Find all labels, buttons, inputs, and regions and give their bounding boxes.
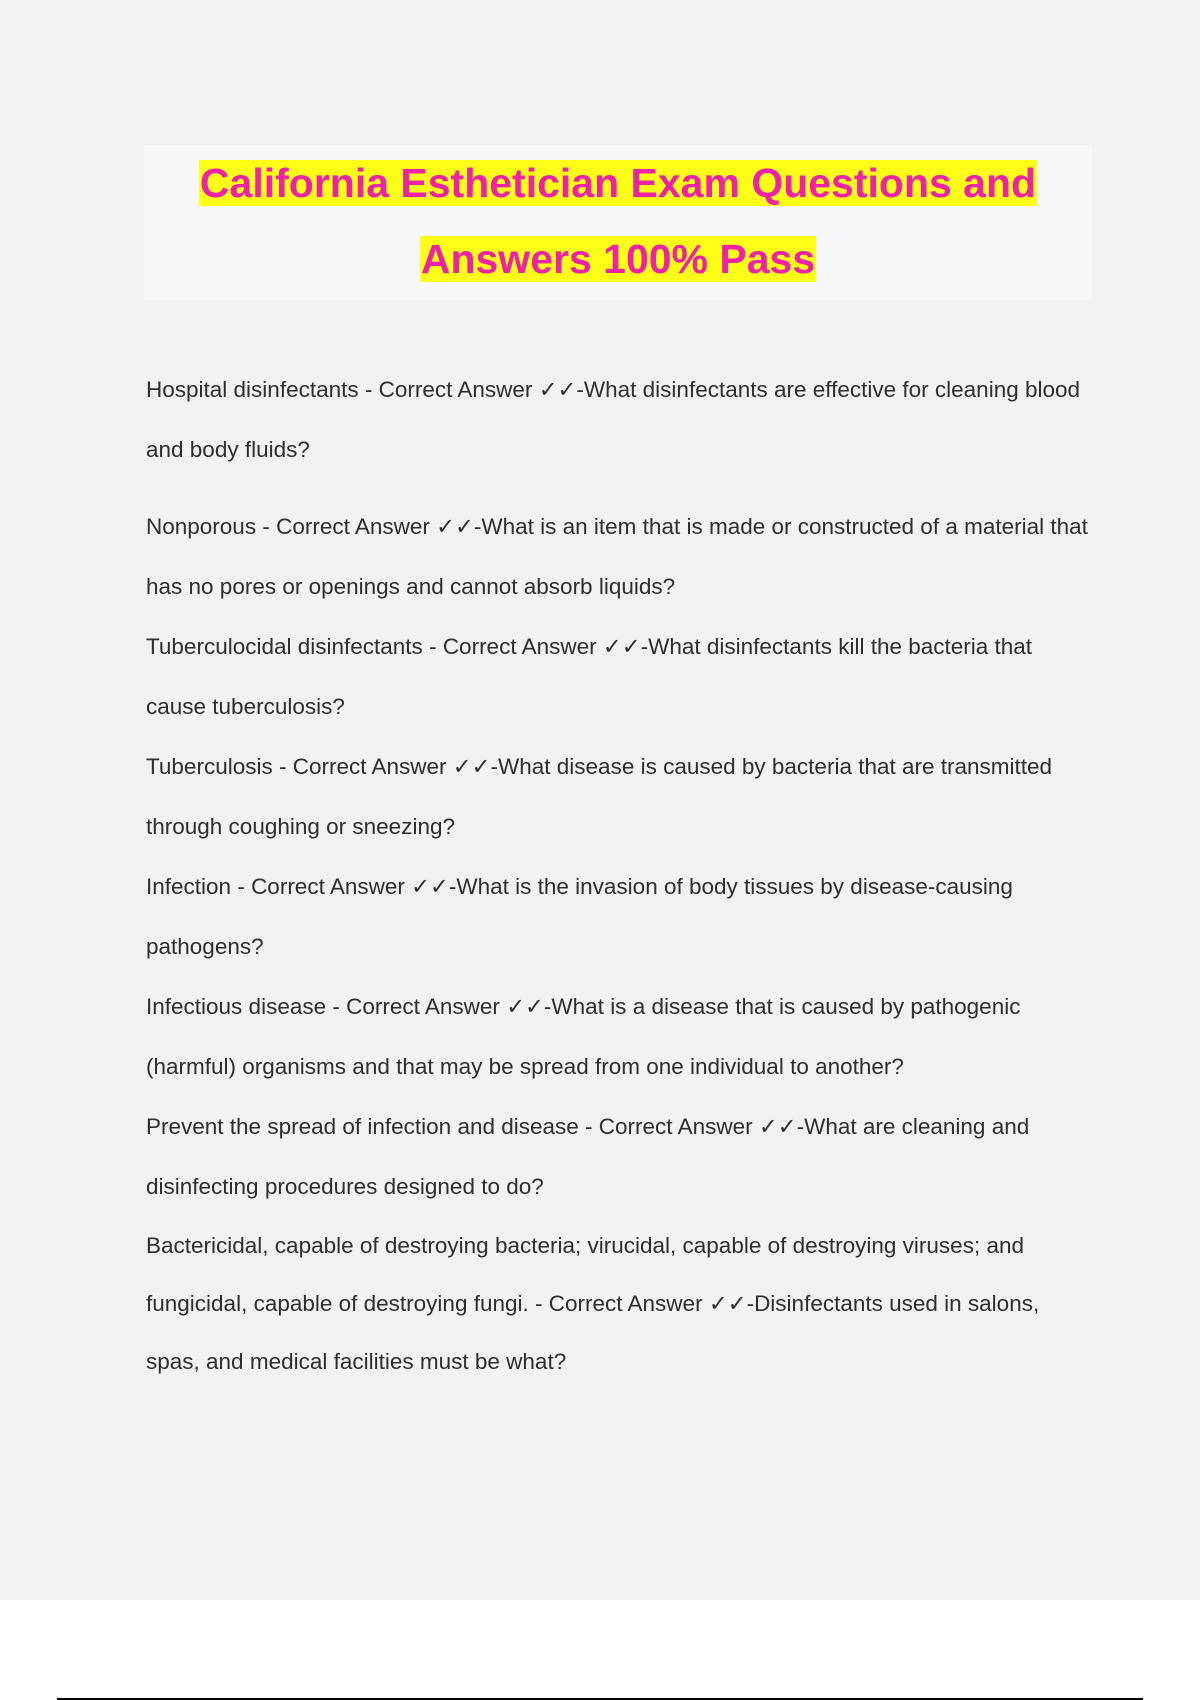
check-icon: ✓✓ [506, 994, 544, 1019]
answer-label: Correct Answer [378, 377, 533, 402]
qa-item: Hospital disinfectants - Correct Answer ✓✓-What disinfectants are effective for cleaning blood and body fluids? [146, 377, 1081, 462]
title-line-1 [144, 145, 1092, 221]
qa-item: Nonporous - Correct Answer ✓✓-What is an item that is made or constructed of a material that has no pores or openings and cannot absorb liquids? [146, 514, 1088, 599]
qa-question: What is a disease that is caused by pathogenic (harmful) organisms and that may be spread from one individual to another? [146, 994, 1021, 1079]
qa-question: What is the invasion of body tissues by disease-causing pathogens? [146, 874, 1013, 959]
qa-term: Prevent the spread of infection and disease [146, 1114, 579, 1139]
qa-item: Infectious disease - Correct Answer ✓✓-What is a disease that is caused by pathogenic (harmful) organisms and that may be spread from one individual to another? [146, 994, 1021, 1079]
qa-item: Bactericidal, capable of destroying bacteria; virucidal, capable of destroying viruses; and fungicidal, capable of destroying fungi. - Correct Answer ✓✓-Disinfectants used in salons, spas, and medical facilities must be what? [146, 1233, 1040, 1374]
title-block [144, 145, 1092, 300]
check-icon: ✓✓ [538, 377, 577, 402]
qa-term: Tuberculosis [146, 754, 273, 779]
qa-question: Disinfectants used in salons, spas, and medical facilities must be what? [146, 1291, 1040, 1374]
answer-label: Correct Answer [442, 634, 597, 659]
title-line-2 [144, 221, 1092, 297]
answer-label: Correct Answer [598, 1114, 753, 1139]
check-icon: ✓✓ [708, 1291, 747, 1316]
qa-item: Prevent the spread of infection and disease - Correct Answer ✓✓-What are cleaning and disinfecting procedures designed to do? [146, 1114, 1030, 1199]
qa-question: What is an item that is made or constructed of a material that has no pores or openings and cannot absorb liquids? [146, 514, 1088, 599]
answer-label: Correct Answer [251, 874, 405, 899]
qa-question: What disinfectants kill the bacteria that cause tuberculosis? [146, 634, 1033, 719]
check-icon: ✓✓ [758, 1114, 797, 1139]
answer-label: Correct Answer [276, 514, 430, 539]
check-icon: ✓✓ [452, 754, 491, 779]
qa-term: Hospital disinfectants [146, 377, 359, 402]
qa-term: Tuberculocidal disinfectants [146, 634, 423, 659]
check-icon: ✓✓ [602, 634, 641, 659]
title-text-2: Answers 100% Pass [420, 236, 816, 282]
qa-term: Nonporous [146, 514, 257, 539]
qa-term: Infection [146, 874, 232, 899]
answer-label: Correct Answer [346, 994, 500, 1019]
qa-question: What disease is caused by bacteria that are transmitted through coughing or sneezing? [146, 754, 1053, 839]
check-icon: ✓✓ [436, 514, 474, 539]
qa-question: What are cleaning and disinfecting procedures designed to do? [146, 1114, 1030, 1199]
qa-list [146, 360, 1096, 1391]
answer-label: Correct Answer [548, 1291, 703, 1316]
qa-item: Infection - Correct Answer ✓✓-What is the invasion of body tissues by disease-causing pathogens? [146, 874, 1013, 959]
qa-item: Tuberculocidal disinfectants - Correct Answer ✓✓-What disinfectants kill the bacteria that cause tuberculosis? [146, 634, 1033, 719]
qa-item: Tuberculosis - Correct Answer ✓✓-What disease is caused by bacteria that are transmitted through coughing or sneezing? [146, 754, 1053, 839]
qa-question: What disinfectants are effective for cleaning blood and body fluids? [146, 377, 1081, 462]
answer-label: Correct Answer [292, 754, 447, 779]
check-icon: ✓✓ [411, 874, 449, 899]
title-text-1: California Esthetician Exam Questions and [199, 160, 1037, 206]
qa-term: Infectious disease [146, 994, 327, 1019]
qa-term: Bactericidal, capable of destroying bacteria; virucidal, capable of destroying viruses; and fungicidal, capable of destroying fungi. [146, 1233, 1024, 1316]
